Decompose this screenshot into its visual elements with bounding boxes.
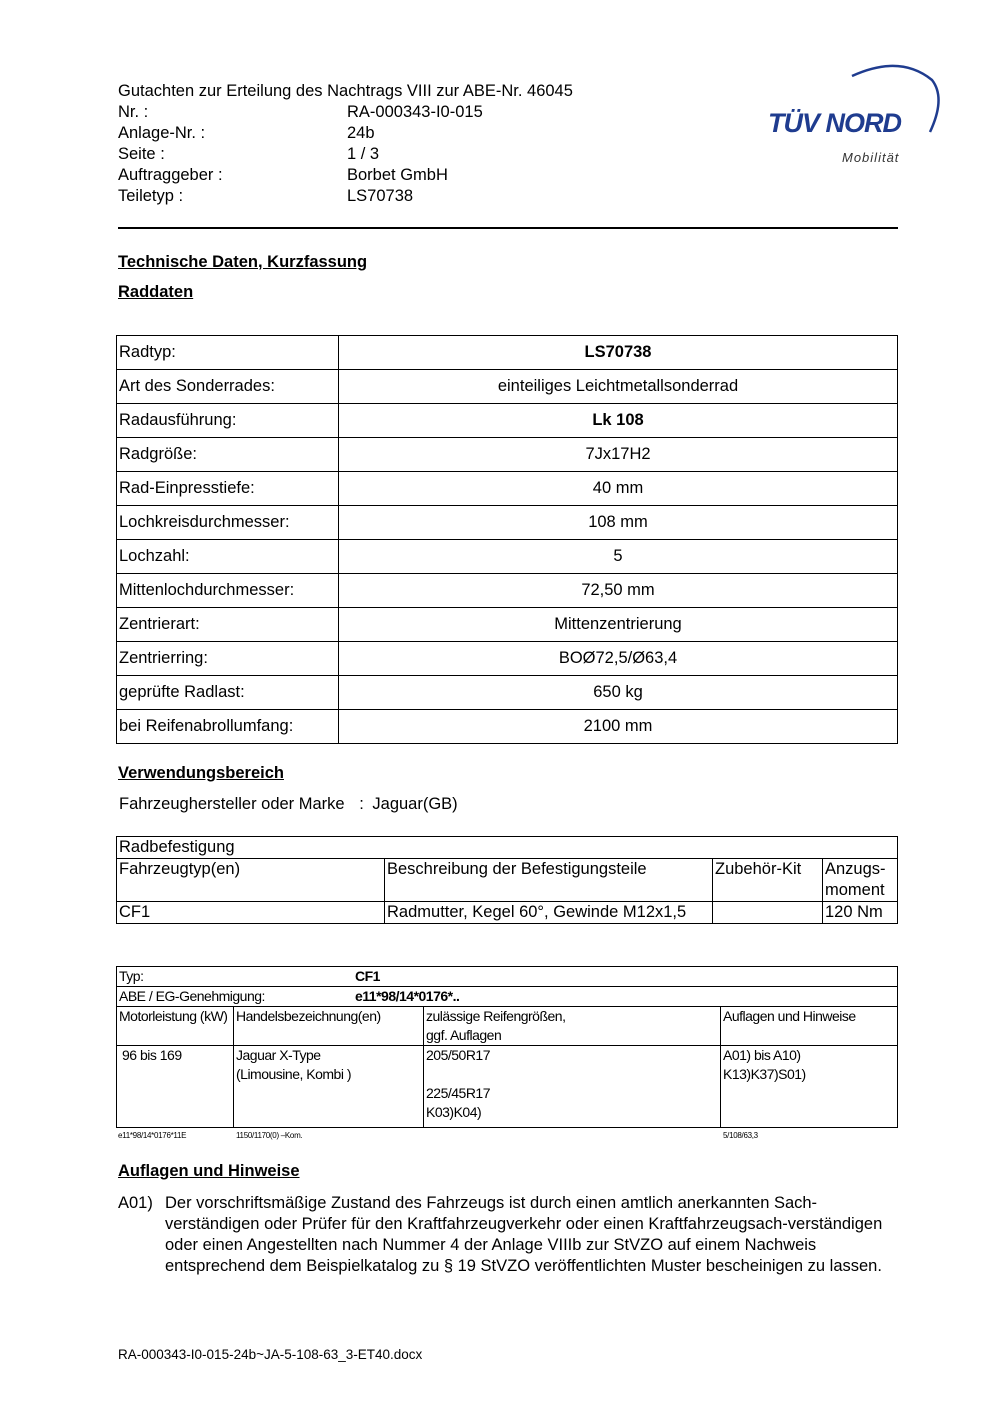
header-divider: [118, 227, 898, 229]
abe-value: e11*98/14*0176*..: [355, 988, 460, 1004]
typ-reifen-line: 205/50R17: [426, 1047, 491, 1063]
header-label: Auftraggeber :: [118, 166, 223, 184]
header-row-anlage: [118, 123, 573, 144]
radbefestigung-title: Radbefestigung: [117, 837, 898, 859]
rb-beschreibung: Radmutter, Kegel 60°, Gewinde M12x1,5: [385, 902, 713, 924]
table-row: [117, 710, 898, 744]
manufacturer-sep: :: [359, 795, 364, 813]
section-raddaten: Raddaten: [118, 283, 194, 301]
typ-foot-c: 5/108/63,3: [723, 1131, 758, 1140]
table-row: [117, 859, 898, 902]
header-row-teiletyp: [118, 186, 573, 207]
col-header: Beschreibung der Befestigungsteile: [385, 859, 713, 902]
table-row: [117, 540, 898, 574]
header-row-seite: [118, 144, 573, 165]
wheel-label: Rad-Einpresstiefe:: [117, 472, 339, 506]
col-header-line: Anzugs-: [825, 860, 886, 878]
wheel-value: 40 mm: [339, 472, 898, 506]
wheel-value: Mittenzentrierung: [339, 608, 898, 642]
section-verwendung: Verwendungsbereich: [118, 764, 284, 782]
wheel-value: 7Jx17H2: [339, 438, 898, 472]
wheel-data-table: [116, 335, 898, 744]
wheel-label: Lochzahl:: [117, 540, 339, 574]
wheel-value: 650 kg: [339, 676, 898, 710]
col-header: Auflagen und Hinweise: [721, 1007, 898, 1046]
section-auflagen: Auflagen und Hinweise: [118, 1162, 300, 1180]
wheel-label: Radausführung:: [117, 404, 339, 438]
typ-reifen: [424, 1046, 721, 1128]
rb-kit: [713, 902, 823, 924]
typ-table: [116, 966, 898, 1128]
header-label: Teiletyp :: [118, 187, 184, 205]
table-row: [117, 1007, 898, 1046]
rb-moment: 120 Nm: [823, 902, 898, 924]
wheel-value: 5: [339, 540, 898, 574]
typ-auflagen-line: K13)K37)S01): [723, 1066, 806, 1082]
header-label: Seite :: [118, 145, 165, 163]
col-header-line: zulässige Reifengrößen,: [426, 1008, 566, 1024]
auflagen-text: Der vorschriftsmäßige Zustand des Fahrzeugs ist durch einen amtlich anerkannten Sach-verständigen oder Prüfer für den Kraftfahrzeugverkehr oder einen Kraftfahrzeugsach-verständigen oder einen Angestellten nach Nummer 4 der Anlage VIIIb zur StVZO auf einem Nachweis entsprechend dem Beispielkatalog zu § 19 StVZO veröffentlichten Muster bescheinigen zu lassen.: [165, 1194, 883, 1275]
table-row: [117, 837, 898, 859]
wheel-label: Lochkreisdurchmesser:: [117, 506, 339, 540]
table-row: [117, 574, 898, 608]
typ-handel-line: Jaguar X-Type: [236, 1047, 321, 1063]
section-technische: Technische Daten, Kurzfassung: [118, 253, 368, 271]
wheel-label: Mittenlochdurchmesser:: [117, 574, 339, 608]
col-header: Handelsbezeichnung(en): [234, 1007, 424, 1046]
wheel-value: BOØ72,5/Ø63,4: [339, 642, 898, 676]
logo-sub: Mobilität: [842, 150, 900, 165]
col-header-reifen: [424, 1007, 721, 1046]
table-row: [117, 608, 898, 642]
table-row: [117, 404, 898, 438]
typ-handel: [234, 1046, 424, 1128]
header-row-nr: [118, 102, 573, 123]
wheel-value: 108 mm: [339, 506, 898, 540]
table-row: [117, 967, 898, 987]
wheel-label: Zentrierring:: [117, 642, 339, 676]
typ-foot-b: 1150/1170(0) –Kom.: [236, 1131, 303, 1140]
table-row: [117, 370, 898, 404]
header-value: 24b: [347, 124, 375, 142]
radbefestigung-table: [116, 836, 898, 924]
header-value: 1 / 3: [347, 145, 380, 163]
typ-motor: 96 bis 169: [117, 1046, 234, 1128]
col-header: Zubehör-Kit: [713, 859, 823, 902]
typ-foot-a: e11*98/14*0176*11E: [118, 1131, 187, 1140]
header-value: LS70738: [347, 187, 414, 205]
table-row: [117, 1046, 898, 1128]
table-row: [117, 472, 898, 506]
rb-typ: CF1: [117, 902, 385, 924]
wheel-value: LS70738: [339, 336, 898, 370]
wheel-label: geprüfte Radlast:: [117, 676, 339, 710]
typ-value: CF1: [355, 968, 380, 984]
header-title: Gutachten zur Erteilung des Nachtrags VIII zur ABE-Nr. 46045: [118, 82, 573, 100]
wheel-label: Radgröße:: [117, 438, 339, 472]
manufacturer-value: Jaguar(GB): [372, 795, 458, 813]
col-header-line: moment: [825, 881, 885, 899]
header-label: Anlage-Nr. :: [118, 124, 206, 142]
tuev-nord-logo: [760, 58, 940, 170]
auflagen-code: A01): [118, 1194, 153, 1212]
abe-label: ABE / EG-Genehmigung:: [119, 988, 265, 1004]
footer-filename: RA-000343-I0-015-24b~JA-5-108-63_3-ET40.docx: [118, 1347, 423, 1362]
header-value: RA-000343-I0-015: [347, 103, 483, 121]
wheel-label: bei Reifenabrollumfang:: [117, 710, 339, 744]
table-row: [117, 642, 898, 676]
typ-reifen-line: K03)K04): [426, 1104, 482, 1120]
col-header-anzug: [823, 859, 898, 902]
wheel-label: Art des Sonderrades:: [117, 370, 339, 404]
col-header: Fahrzeugtyp(en): [117, 859, 385, 902]
typ-auflagen-line: A01) bis A10): [723, 1047, 801, 1063]
table-row: [117, 987, 898, 1007]
typ-auflagen: [721, 1046, 898, 1128]
wheel-value: 72,50 mm: [339, 574, 898, 608]
typ-reifen-line: 225/45R17: [426, 1085, 491, 1101]
wheel-label: Zentrierart:: [117, 608, 339, 642]
table-row: [117, 902, 898, 924]
document-header: [118, 81, 573, 207]
auflagen-item: [118, 1193, 895, 1277]
manufacturer-label: Fahrzeughersteller oder Marke: [119, 795, 345, 813]
manufacturer-line: [119, 795, 458, 814]
header-value: Borbet GmbH: [347, 166, 448, 184]
wheel-value: 2100 mm: [339, 710, 898, 744]
header-row-auftraggeber: [118, 165, 573, 186]
wheel-label: Radtyp:: [117, 336, 339, 370]
table-row: [117, 506, 898, 540]
table-row: [117, 676, 898, 710]
table-row: [117, 438, 898, 472]
typ-label: Typ:: [119, 968, 144, 984]
logo-name: TÜV NORD: [768, 108, 901, 138]
table-row: [117, 336, 898, 370]
typ-handel-line: (Limousine, Kombi ): [236, 1066, 351, 1082]
wheel-value: Lk 108: [339, 404, 898, 438]
header-label: Nr. :: [118, 103, 149, 121]
col-header: Motorleistung (kW): [117, 1007, 234, 1046]
wheel-value: einteiliges Leichtmetallsonderrad: [339, 370, 898, 404]
col-header-line: ggf. Auflagen: [426, 1027, 502, 1043]
